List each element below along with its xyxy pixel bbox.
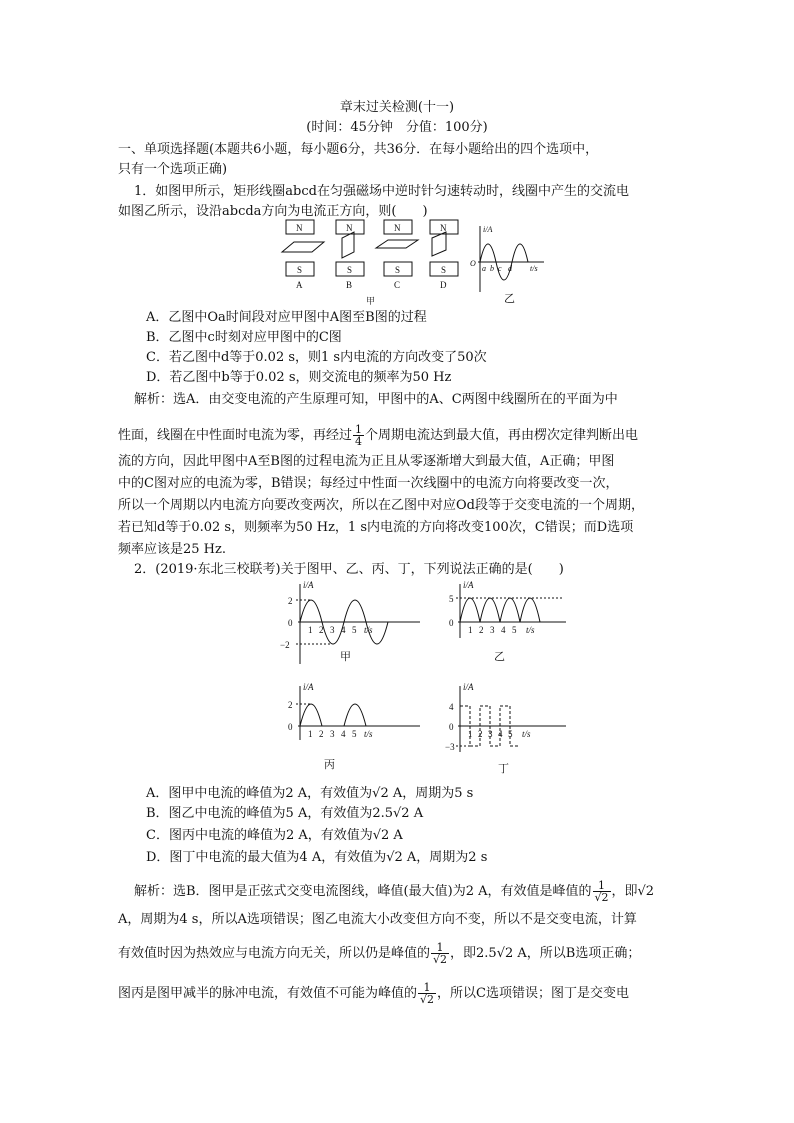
svg-text:1: 1 xyxy=(468,625,473,635)
section-heading-cont: 只有一个选项正确) xyxy=(118,162,228,177)
svg-text:−3: −3 xyxy=(445,742,455,752)
svg-text:t/s: t/s xyxy=(530,264,538,273)
svg-text:a: a xyxy=(482,264,486,273)
q2-graph-jia xyxy=(270,578,450,670)
q1-analysis-7: 频率应该是25 Hz. xyxy=(118,542,226,557)
svg-text:乙: 乙 xyxy=(494,651,505,663)
pulse-bing-1 xyxy=(300,704,322,726)
svg-text:B: B xyxy=(346,280,353,290)
q2-stem: 2．(2019·东北三校联考)关于图甲、乙、丙、丁，下列说法正确的是( ) xyxy=(134,562,564,577)
svg-text:1: 1 xyxy=(308,729,313,739)
svg-text:甲: 甲 xyxy=(340,651,351,663)
svg-text:0: 0 xyxy=(288,722,293,732)
q2-analysis-2: A，周期为4 s，所以A选项错误；图乙电流大小改变但方向不变，所以不是交变电流，计算 xyxy=(118,912,637,927)
svg-text:2: 2 xyxy=(288,596,293,606)
svg-text:N: N xyxy=(394,223,401,233)
svg-text:i/A: i/A xyxy=(303,580,314,590)
svg-text:t/s: t/s xyxy=(364,625,373,635)
q1-stem: 1．如图甲所示，矩形线圈abcd在匀强磁场中逆时针匀速转动时，线圈中产生的交流电 xyxy=(134,184,629,199)
q1-analysis-1: 解析：选A．由交变电流的产生原理可知，甲图中的A、C两图中线圈所在的平面为中 xyxy=(134,392,618,407)
svg-text:丙: 丙 xyxy=(324,759,335,771)
svg-text:3: 3 xyxy=(330,729,335,739)
svg-text:N: N xyxy=(346,223,353,233)
q1-analysis-2: 性面，线圈在中性面时电流为零，再经过 $\frac{1}{4}$ 个周期电流达到最大值，再由楞次定律判断出电 xyxy=(118,423,639,448)
svg-text:2: 2 xyxy=(319,729,324,739)
svg-text:2: 2 xyxy=(478,729,483,739)
q1-option-c: C．若乙图中d等于0.02 s，则1 s内电流的方向改变了50次 xyxy=(146,350,487,365)
svg-text:i/A: i/A xyxy=(463,580,474,590)
svg-text:O: O xyxy=(470,259,476,268)
svg-text:1: 1 xyxy=(308,625,313,635)
svg-text:4: 4 xyxy=(498,729,503,739)
svg-text:S: S xyxy=(441,265,447,275)
q1-analysis-3: 流的方向，因此甲图中A至B图的过程电流为正且从零逐渐增大到最大值，A正确；甲图 xyxy=(118,454,615,469)
pulse-bing-2 xyxy=(344,704,366,726)
q2-analysis-3: 有效值时因为热效应与电流方向无关，所以仍是峰值的 $\frac{1}{√2}$ ，即2.5√2 A，所以B选项正确； xyxy=(118,941,641,966)
svg-text:1: 1 xyxy=(468,729,473,739)
svg-text:t/s: t/s xyxy=(526,625,535,635)
svg-text:i/A: i/A xyxy=(463,682,474,692)
q1-analysis-5: 所以一个周期以内电流方向要改变两次，所以在乙图中对应Od段等于交变电流的一个周期， xyxy=(118,498,644,513)
q2-graph-ding xyxy=(446,680,596,776)
fraction-inv-sqrt2: $\frac{1}{√2}$ xyxy=(420,981,435,1006)
q1-option-a: A．乙图中Oa时间段对应甲图中A图至B图的过程 xyxy=(146,310,427,325)
svg-text:0: 0 xyxy=(449,618,454,628)
svg-text:5: 5 xyxy=(508,729,513,739)
q1-option-d: D．若乙图中b等于0.02 s，则交流电的频率为50 Hz xyxy=(146,370,452,385)
svg-text:−2: −2 xyxy=(280,640,290,650)
svg-text:i/A: i/A xyxy=(483,225,493,234)
q2-analysis-1: 解析：选B．图甲是正弦式交变电流图线，峰值(最大值)为2 A，有效值是峰值的 $\frac{1}{√2}$ ，即√2 xyxy=(134,879,655,904)
q2-graph-bing xyxy=(270,680,450,776)
svg-text:c: c xyxy=(498,264,502,273)
svg-text:t/s: t/s xyxy=(364,729,373,739)
svg-text:3: 3 xyxy=(330,625,335,635)
svg-text:C: C xyxy=(394,280,401,290)
q1-analysis-4: 中的C图对应的电流为零，B错误；每经过中性面一次线圈中的电流方向将要改变一次， xyxy=(118,476,619,491)
q2-option-b: B．图乙中电流的峰值为5 A，有效值为2.5√2 A xyxy=(146,806,424,821)
svg-text:4: 4 xyxy=(341,625,346,635)
svg-text:0: 0 xyxy=(288,618,293,628)
rectified-yi xyxy=(460,598,540,622)
fraction-inv-sqrt2: $\frac{1}{√2}$ xyxy=(594,879,609,904)
svg-text:4: 4 xyxy=(341,729,346,739)
svg-text:2: 2 xyxy=(479,625,484,635)
svg-text:D: D xyxy=(440,280,447,290)
svg-text:S: S xyxy=(347,265,353,275)
q2-graph-yi xyxy=(446,578,596,670)
coil-b xyxy=(342,232,354,258)
svg-text:5: 5 xyxy=(352,729,357,739)
svg-text:0: 0 xyxy=(449,722,454,732)
q1-stem-cont: 如图乙所示，设沿abcda方向为电流正方向，则( ) xyxy=(118,204,428,219)
svg-text:t/s: t/s xyxy=(522,729,531,739)
fraction-quarter: $\frac{1}{4}$ xyxy=(355,423,363,448)
svg-text:2: 2 xyxy=(319,625,324,635)
svg-text:S: S xyxy=(395,265,401,275)
svg-text:b: b xyxy=(490,264,494,273)
svg-text:A: A xyxy=(296,280,303,290)
svg-text:5: 5 xyxy=(512,625,517,635)
svg-text:2: 2 xyxy=(288,700,293,710)
svg-text:3: 3 xyxy=(488,729,493,739)
svg-text:甲: 甲 xyxy=(366,296,376,306)
q1-analysis-6: 若已知d等于0.02 s，则频率为50 Hz，1 s内电流的方向将改变100次，C错误；而D选项 xyxy=(118,520,634,535)
svg-text:i/A: i/A xyxy=(303,682,314,692)
svg-text:4: 4 xyxy=(449,702,454,712)
q1-option-b: B．乙图中c时刻对应甲图中的C图 xyxy=(146,330,342,345)
svg-text:S: S xyxy=(297,265,303,275)
svg-text:N: N xyxy=(440,223,447,233)
coil-a xyxy=(282,242,324,252)
q1-figure-jia xyxy=(280,218,470,308)
page-title: 章末过关检测(十一) xyxy=(339,100,455,115)
section-heading: 一、单项选择题(本题共6小题，每小题6分，共36分．在每小题给出的四个选项中， xyxy=(118,142,599,157)
coil-d xyxy=(432,232,446,256)
svg-text:4: 4 xyxy=(501,625,506,635)
coil-c xyxy=(376,240,418,248)
svg-text:5: 5 xyxy=(449,594,454,604)
q1-figure-yi xyxy=(470,222,550,308)
q2-option-c: C．图丙中电流的峰值为2 A，有效值为√2 A xyxy=(146,828,403,843)
q2-option-d: D．图丁中电流的最大值为4 A，有效值为√2 A，周期为2 s xyxy=(146,850,488,865)
svg-text:d: d xyxy=(508,264,512,273)
svg-text:丁: 丁 xyxy=(498,763,509,775)
q2-analysis-4: 图丙是图甲减半的脉冲电流，有效值不可能为峰值的 $\frac{1}{√2}$ ，所以C选项错误；图丁是交变电 xyxy=(118,981,629,1006)
fraction-inv-sqrt2: $\frac{1}{√2}$ xyxy=(433,941,448,966)
q2-option-a: A．图甲中电流的峰值为2 A，有效值为√2 A，周期为5 s xyxy=(146,786,474,801)
page-subtitle: (时间：45分钟 分值：100分) xyxy=(306,120,488,135)
svg-text:5: 5 xyxy=(352,625,357,635)
svg-text:N: N xyxy=(296,223,303,233)
svg-text:乙: 乙 xyxy=(504,293,515,305)
svg-text:3: 3 xyxy=(490,625,495,635)
